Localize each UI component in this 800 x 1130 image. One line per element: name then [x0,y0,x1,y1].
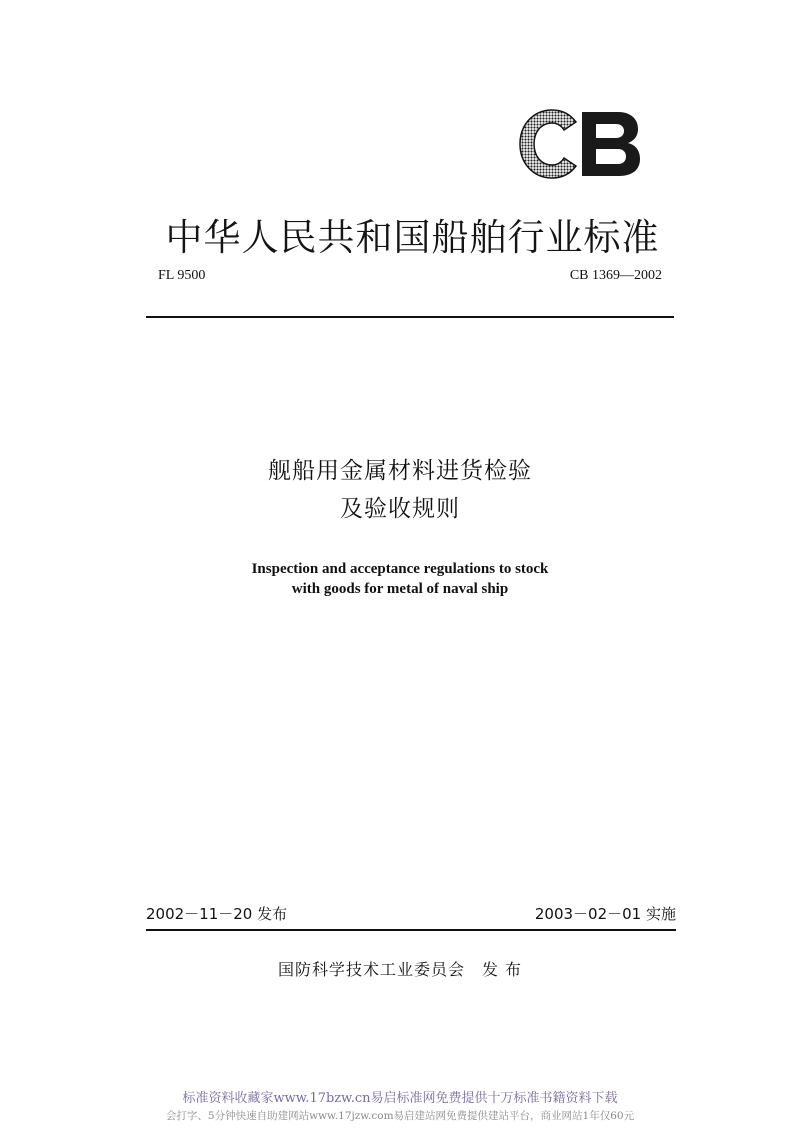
title-chinese-line-2: 及验收规则 [340,496,460,522]
title-english-line-1: Inspection and acceptance regulations to stock [251,561,549,577]
cb-logo [518,108,642,180]
watermark-line-2: 会打字、5分钟快速自助建网站www.17jzw.com易启建站网免费提供建站平台，商业网站1年仅60元 [165,1110,635,1122]
publisher: 国防科学技术工业委员会 发 布 [277,960,523,979]
title-english-line-2: with goods for metal of naval ship [291,581,509,597]
classification-code: FL 9500 [158,268,206,283]
implementation-date: 2003－02－01 实施 [534,905,676,923]
top-divider [146,316,674,318]
standard-number: CB 1369—2002 [569,268,662,283]
watermark-line-1: 标准资料收藏家www.17bzw.cn易启标准网免费提供十万标准书籍资料下载 [182,1091,618,1106]
standard-title: 中华人民共和国船舶行业标准 [165,216,660,259]
title-chinese-line-1: 舰船用金属材料进货检验 [268,458,532,484]
bottom-divider [146,929,676,931]
issue-date: 2002－11－20 发布 [146,905,288,923]
